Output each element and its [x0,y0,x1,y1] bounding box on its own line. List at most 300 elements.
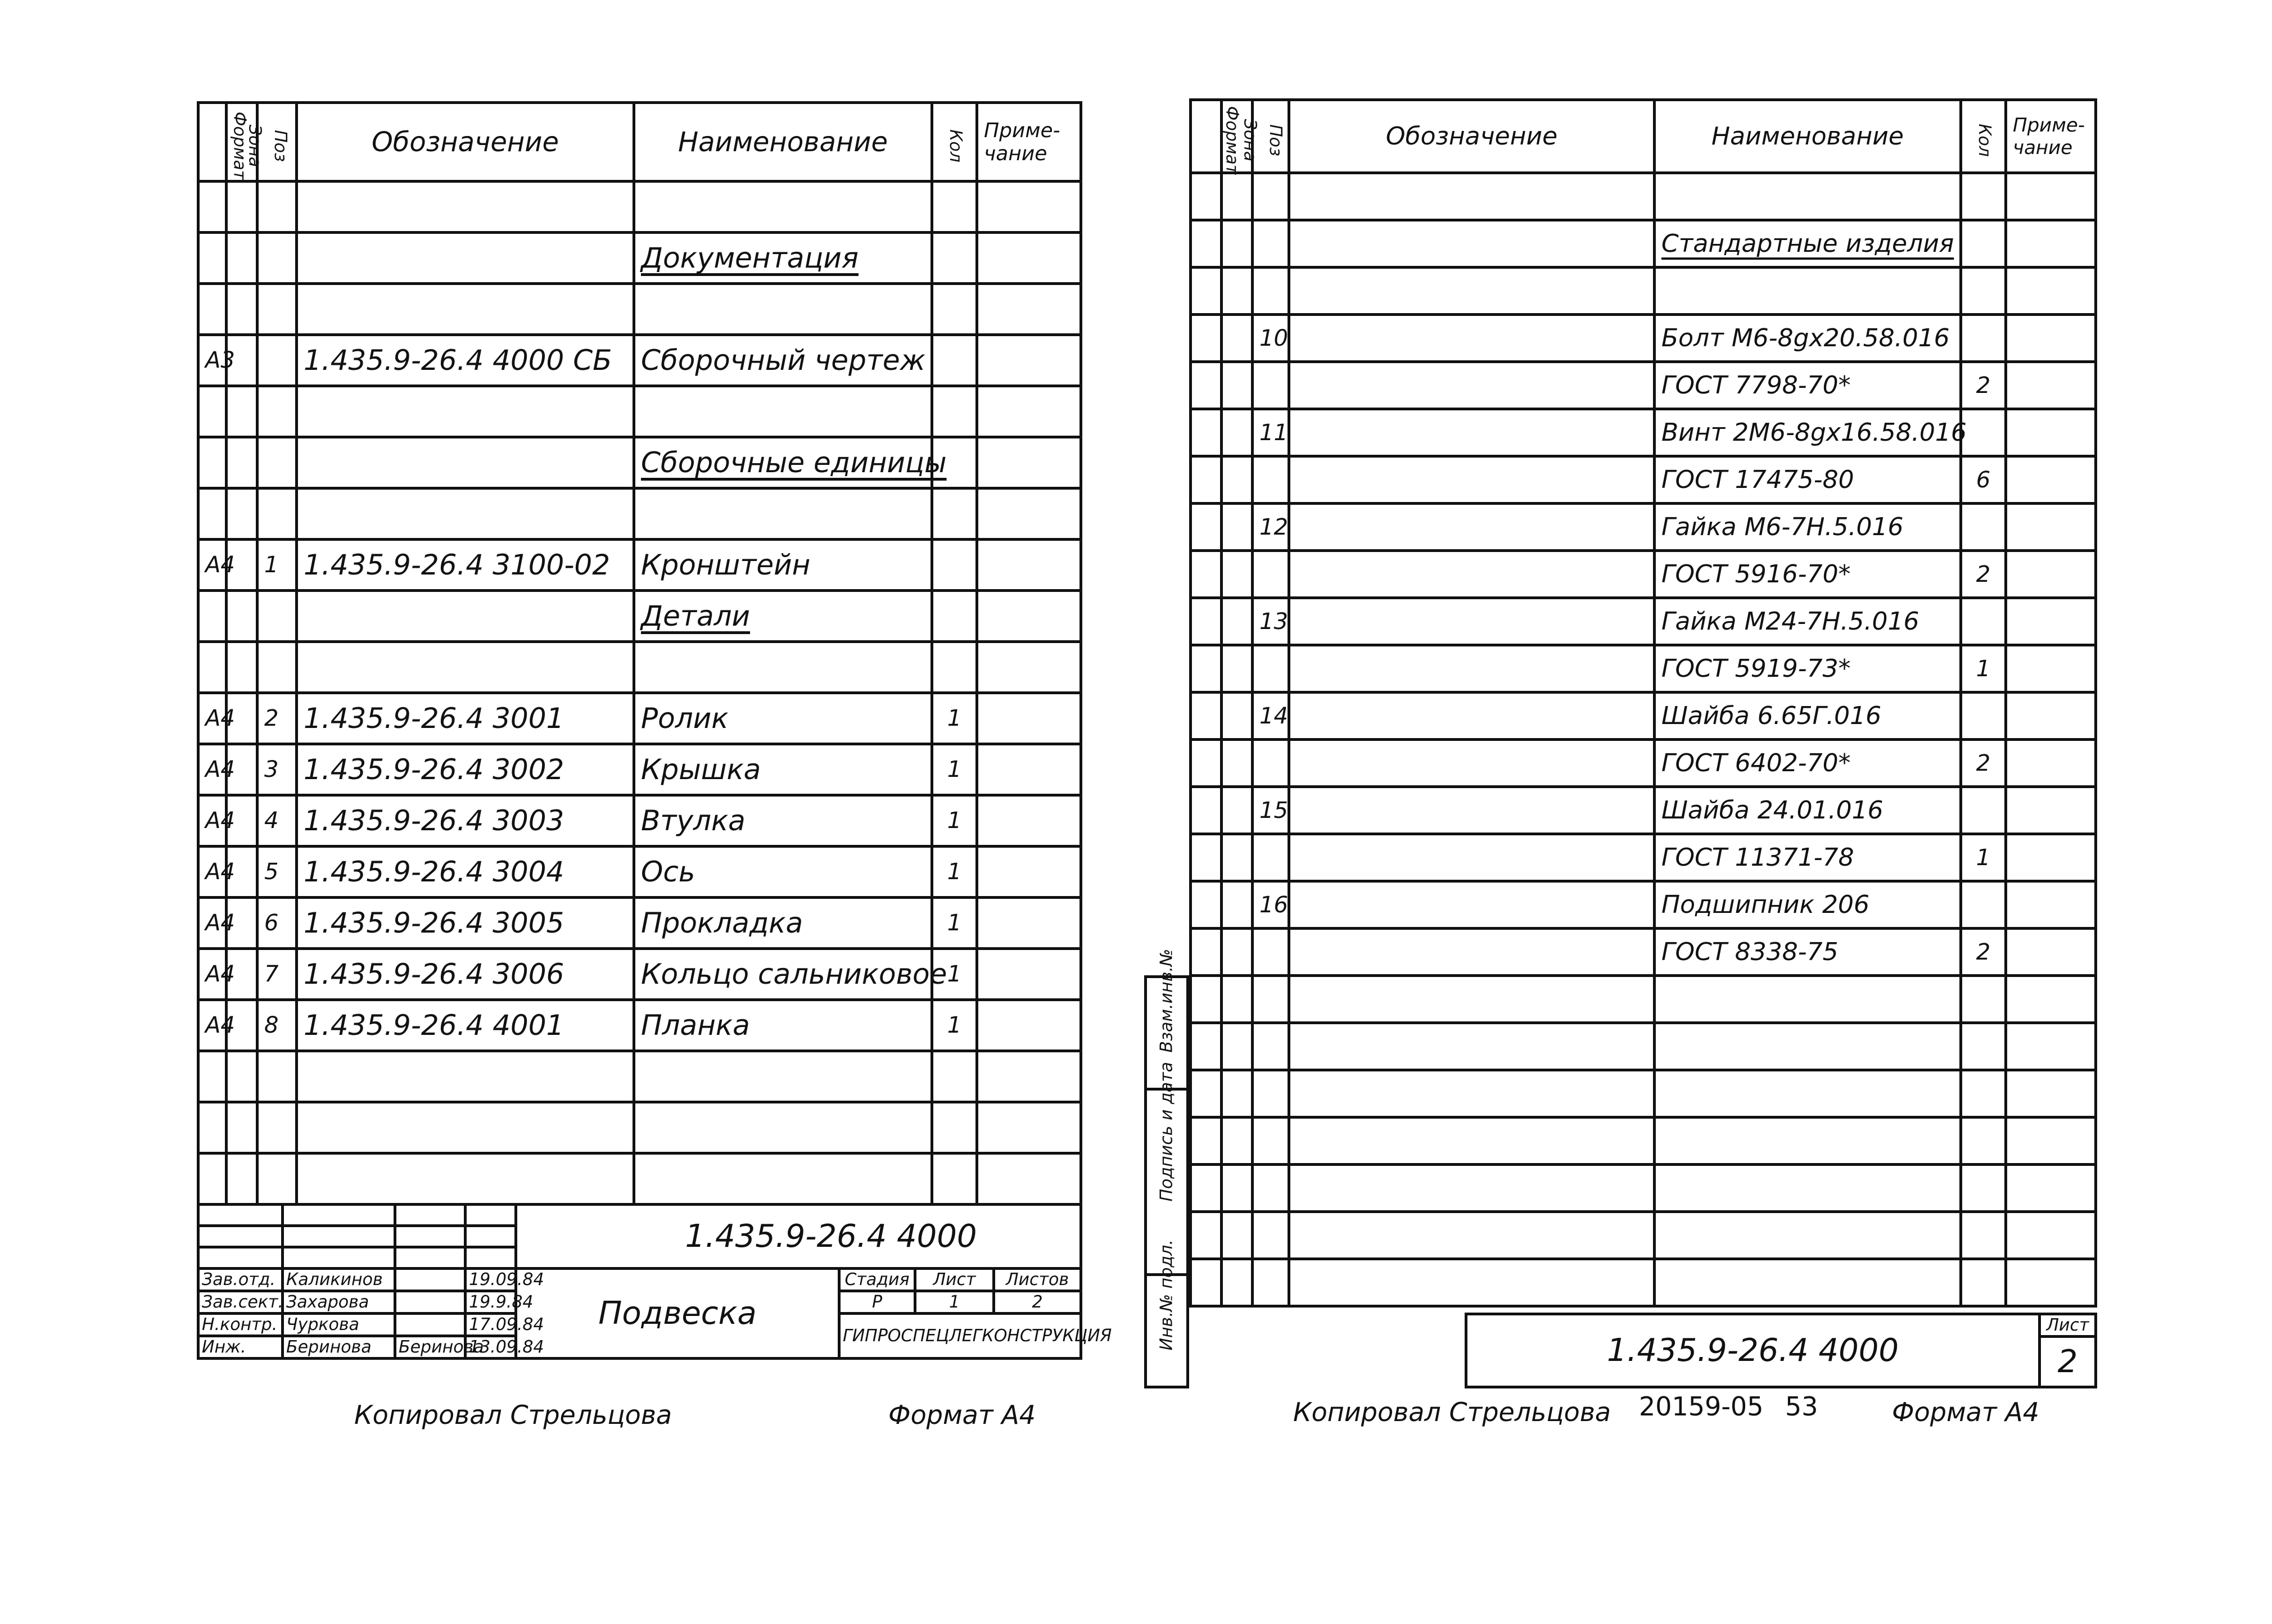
cell-format [198,233,227,284]
doc-code-1: 1.435.9-26.4 4000 [516,1205,1081,1269]
cell-name [1655,1212,1961,1259]
cell-name: Сборочные единицы [634,437,932,488]
cell-name: Крышка [634,744,932,795]
cell-format [1191,645,1222,693]
table-row [1191,1023,2096,1070]
cell-format [198,488,227,540]
cell-format: А4 [198,744,227,795]
cell-pos [258,335,297,386]
cell-note [977,591,1081,642]
spec-table-2 [1189,98,2097,1308]
cell-note [2006,1070,2096,1118]
cell-pos: 14 [1253,693,1289,740]
cell-zone [1222,1070,1253,1118]
cell-format [1191,693,1222,740]
table-row [1191,315,2096,362]
cell-note [2006,551,2096,598]
cell-qty [1961,1023,2006,1070]
signer-name: Захарова [283,1291,395,1314]
cell-qty [1961,787,2006,834]
cell-designation: 1.435.9-26.4 3100-02 [297,540,634,591]
table-row [1191,645,2096,693]
cell-note [2006,1165,2096,1212]
table-row [198,335,1081,386]
cell-pos: 10 [1253,315,1289,362]
col-zone-header: Зона [245,124,265,167]
signer-role: Н.контр. [198,1314,283,1336]
cell-qty: 1 [1961,645,2006,693]
col-pos-header: Поз [1265,124,1285,156]
cell-designation [1289,645,1655,693]
cell-zone [1222,881,1253,929]
cell-pos: 16 [1253,881,1289,929]
signer-name: Беринова [283,1336,395,1359]
cell-format [198,437,227,488]
cell-qty [932,1102,977,1153]
cell-zone [1222,456,1253,504]
signer-sign [395,1314,466,1336]
cell-name: Кольцо сальниковое [634,949,932,1000]
cell-pos: 1 [258,540,297,591]
cell-name: Прокладка [634,898,932,949]
cell-pos [1253,1165,1289,1212]
table-row [1191,787,2096,834]
cell-pos [258,182,297,233]
cell-pos: 3 [258,744,297,795]
cell-name: Втулка [634,795,932,847]
cell-zone [227,386,258,437]
cell-note [2006,173,2096,220]
cell-format [1191,1165,1222,1212]
cell-name: ГОСТ 8338-75 [1655,929,1961,976]
table-row [198,949,1081,1000]
cell-designation: 1.435.9-26.4 3002 [297,744,634,795]
table-row [198,182,1081,233]
cell-designation [297,1102,634,1153]
cell-pos [1253,1023,1289,1070]
cell-pos: 7 [258,949,297,1000]
cell-designation [297,1153,634,1205]
page-number: 53 [1785,1391,1818,1422]
sheets-value: 2 [994,1291,1081,1314]
cell-zone [1222,1118,1253,1165]
col-name-header: Наименование [634,103,932,182]
cell-note [977,1153,1081,1205]
cell-designation [297,642,634,693]
cell-designation [1289,173,1655,220]
cell-format [198,642,227,693]
cell-qty [1961,504,2006,551]
sheets-label: Листов [994,1269,1081,1291]
cell-note [977,949,1081,1000]
cell-pos [1253,1070,1289,1118]
cell-note [977,284,1081,335]
cell-zone [1222,315,1253,362]
signer-sign: Беринова [395,1336,466,1359]
cell-designation [1289,1118,1655,1165]
copied-by-1: Копировал Стрельцова [354,1400,672,1430]
cell-note [977,744,1081,795]
cell-designation [1289,220,1655,268]
cell-pos [1253,268,1289,315]
cell-qty [1961,173,2006,220]
cell-name: Винт 2М6-8gх16.58.016 [1655,409,1961,456]
cell-qty: 1 [932,795,977,847]
cell-format [1191,881,1222,929]
cell-pos: 12 [1253,504,1289,551]
col-designation-header: Обозначение [297,103,634,182]
cell-note [2006,881,2096,929]
cell-format [198,1102,227,1153]
col-format-header: Формат [229,111,250,180]
cell-zone [227,488,258,540]
side-label: Инв.№ подл. [1157,1240,1177,1351]
cell-designation [1289,362,1655,409]
cell-zone [227,1102,258,1153]
cell-name: Сборочный чертеж [634,335,932,386]
cell-note [977,386,1081,437]
cell-zone [1222,268,1253,315]
cell-format [198,1051,227,1102]
side-label: Подпись и дата [1157,1062,1177,1202]
cell-designation [1289,1212,1655,1259]
table-row [1191,881,2096,929]
cell-pos: 5 [258,847,297,898]
cell-qty [932,233,977,284]
cell-note [2006,220,2096,268]
cell-name [634,1102,932,1153]
cell-qty [932,1051,977,1102]
cell-zone [1222,1023,1253,1070]
cell-name: Стандартные изделия [1655,220,1961,268]
table-row [198,1051,1081,1102]
signer-role: Зав.сект. [198,1291,283,1314]
cell-note [2006,1212,2096,1259]
cell-format [1191,787,1222,834]
signer-date: 19.09.84 [466,1269,516,1291]
doc-code-2: 1.435.9-26.4 4000 [1466,1314,2040,1387]
cell-name: Кронштейн [634,540,932,591]
table-row [198,1102,1081,1153]
cell-qty [932,540,977,591]
cell-pos [258,386,297,437]
cell-note [2006,504,2096,551]
cell-format [1191,220,1222,268]
cell-name [1655,173,1961,220]
cell-designation [1289,551,1655,598]
cell-name: ГОСТ 11371-78 [1655,834,1961,881]
cell-format [198,1153,227,1205]
cell-note [2006,976,2096,1023]
stage-label: Стадия [839,1269,915,1291]
cell-note [2006,834,2096,881]
table-row [1191,1070,2096,1118]
table-row [198,1000,1081,1051]
cell-qty [1961,598,2006,645]
cell-zone [1222,693,1253,740]
cell-designation: 1.435.9-26.4 3001 [297,693,634,744]
cell-pos: 15 [1253,787,1289,834]
table-row [198,1153,1081,1205]
cell-format [198,386,227,437]
cell-qty [932,642,977,693]
signer-date: 19.9.84 [466,1291,516,1314]
cell-designation [1289,1070,1655,1118]
title-block-1 [197,1203,1112,1360]
cell-name [634,1153,932,1205]
cell-designation: 1.435.9-26.4 3005 [297,898,634,949]
table-row [1191,740,2096,787]
cell-format [198,182,227,233]
table-row [1191,1165,2096,1212]
cell-format: А4 [198,949,227,1000]
signer-name: Чуркова [283,1314,395,1336]
cell-zone [1222,504,1253,551]
side-label: Взам.инв.№ [1157,948,1177,1053]
cell-format [1191,504,1222,551]
cell-pos [1253,834,1289,881]
cell-qty: 1 [932,847,977,898]
cell-designation [297,284,634,335]
cell-name [1655,1259,1961,1306]
table-row [1191,598,2096,645]
cell-qty [1961,1165,2006,1212]
cell-pos [1253,220,1289,268]
cell-note [2006,268,2096,315]
cell-qty [1961,881,2006,929]
cell-format [1191,598,1222,645]
table-row [198,591,1081,642]
cell-qty: 1 [932,693,977,744]
table-row [1191,693,2096,740]
doc-title: Подвеска [516,1269,839,1359]
cell-qty [932,386,977,437]
cell-note [2006,693,2096,740]
cell-format [1191,834,1222,881]
col-qty-header: Кол [1974,123,1994,157]
cell-note [2006,929,2096,976]
table-row [198,847,1081,898]
cell-qty [1961,1259,2006,1306]
organization: ГИПРОСПЕЦЛЕГКОНСТРУКЦИЯ [839,1314,1081,1359]
table-row [1191,504,2096,551]
cell-zone [227,437,258,488]
cell-note [977,540,1081,591]
cell-name: ГОСТ 6402-70* [1655,740,1961,787]
spec-table-1 [197,101,1082,1206]
col-designation-header: Обозначение [1289,100,1655,173]
cell-pos [258,1153,297,1205]
signer-date: 17.09.84 [466,1314,516,1336]
cell-name [1655,1118,1961,1165]
col-note-header: Приме-чание [2006,100,2096,173]
table-header [198,103,1081,182]
cell-note [977,847,1081,898]
cell-designation [1289,929,1655,976]
copied-by-2: Копировал Стрельцова [1293,1397,1611,1427]
table-row [198,744,1081,795]
cell-format [1191,1212,1222,1259]
cell-pos [258,488,297,540]
cell-note [977,335,1081,386]
cell-zone [1222,645,1253,693]
spec-sheet-1 [197,101,1112,1430]
col-pos-header: Поз [270,129,290,162]
cell-designation [1289,268,1655,315]
cell-qty [932,488,977,540]
cell-format [1191,173,1222,220]
side-binding-block [1144,948,1189,1388]
cell-zone [1222,220,1253,268]
cell-format [1191,929,1222,976]
cell-name: Гайка М6-7Н.5.016 [1655,504,1961,551]
cell-zone [1222,173,1253,220]
cell-name: Шайба 24.01.016 [1655,787,1961,834]
cell-format [1191,976,1222,1023]
cell-qty: 1 [932,1000,977,1051]
cell-note [977,795,1081,847]
table-row [1191,409,2096,456]
cell-pos: 2 [258,693,297,744]
cell-note [2006,1023,2096,1070]
cell-format [1191,315,1222,362]
cell-zone [1222,834,1253,881]
table-row [198,898,1081,949]
cell-note [977,437,1081,488]
table-row [198,693,1081,744]
stage-value: Р [839,1291,915,1314]
table-row [1191,362,2096,409]
cell-zone [1222,551,1253,598]
cell-pos [1253,929,1289,976]
cell-format: А4 [198,898,227,949]
col-format-header: Формат [1222,106,1242,174]
cell-zone [227,642,258,693]
cell-designation [1289,409,1655,456]
cell-format: А4 [198,540,227,591]
cell-designation [1289,504,1655,551]
cell-pos [1253,976,1289,1023]
cell-designation [1289,976,1655,1023]
cell-zone [1222,740,1253,787]
signer-name: Каликинов [283,1269,395,1291]
cell-name: ГОСТ 5919-73* [1655,645,1961,693]
cell-format [1191,1118,1222,1165]
cell-format [1191,740,1222,787]
cell-name [634,182,932,233]
cell-qty: 2 [1961,362,2006,409]
cell-note [2006,598,2096,645]
cell-qty [932,284,977,335]
cell-name: Ось [634,847,932,898]
cell-pos [1253,1212,1289,1259]
cell-zone [227,591,258,642]
signer-role: Инж. [198,1336,283,1359]
cell-name: Подшипник 206 [1655,881,1961,929]
cell-zone [227,1051,258,1102]
cell-designation [1289,881,1655,929]
cell-designation [1289,693,1655,740]
cell-name: ГОСТ 5916-70* [1655,551,1961,598]
cell-qty [932,182,977,233]
cell-qty: 1 [1961,834,2006,881]
cell-qty [932,335,977,386]
cell-note [977,898,1081,949]
cell-pos [258,284,297,335]
cell-designation [1289,1023,1655,1070]
sheet-label: Лист [915,1269,994,1291]
cell-qty: 1 [932,949,977,1000]
sheet-value: 2 [2040,1337,2096,1387]
cell-note [2006,362,2096,409]
cell-note [2006,1259,2096,1306]
cell-qty [1961,268,2006,315]
title-block-2 [1465,1313,2097,1388]
cell-name: Ролик [634,693,932,744]
cell-pos [258,233,297,284]
cell-note [2006,409,2096,456]
cell-zone [1222,976,1253,1023]
cell-note [977,488,1081,540]
table-row [1191,929,2096,976]
cell-name: Документация [634,233,932,284]
signer-date: 13.09.84 [466,1336,516,1359]
cell-zone [1222,787,1253,834]
table-row [1191,1118,2096,1165]
cell-name: Детали [634,591,932,642]
cell-name [1655,1070,1961,1118]
cell-note [977,233,1081,284]
cell-note [2006,1118,2096,1165]
cell-pos [258,591,297,642]
cell-pos [1253,551,1289,598]
cell-zone [1222,598,1253,645]
cell-name: Гайка М24-7Н.5.016 [1655,598,1961,645]
cell-zone [1222,1212,1253,1259]
cell-format: А4 [198,795,227,847]
cell-designation [1289,598,1655,645]
signer-role: Зав.отд. [198,1269,283,1291]
table-row [198,437,1081,488]
cell-format: А4 [198,1000,227,1051]
table-row [198,284,1081,335]
table-row [1191,456,2096,504]
table-row [1191,976,2096,1023]
cell-zone [1222,409,1253,456]
cell-designation [1289,834,1655,881]
cell-pos [258,642,297,693]
cell-note [977,693,1081,744]
cell-pos [1253,456,1289,504]
cell-name [634,642,932,693]
table-row [1191,834,2096,881]
cell-note [2006,787,2096,834]
cell-qty [932,591,977,642]
cell-name [634,284,932,335]
cell-note [977,182,1081,233]
col-qty-header: Кол [945,129,965,162]
cell-pos [1253,1259,1289,1306]
cell-designation [1289,315,1655,362]
cell-name: ГОСТ 7798-70* [1655,362,1961,409]
cell-format: А3 [198,335,227,386]
table-row [1191,220,2096,268]
cell-designation [1289,456,1655,504]
table-row [1191,551,2096,598]
cell-zone [227,1153,258,1205]
cell-format [1191,1023,1222,1070]
cell-pos: 11 [1253,409,1289,456]
